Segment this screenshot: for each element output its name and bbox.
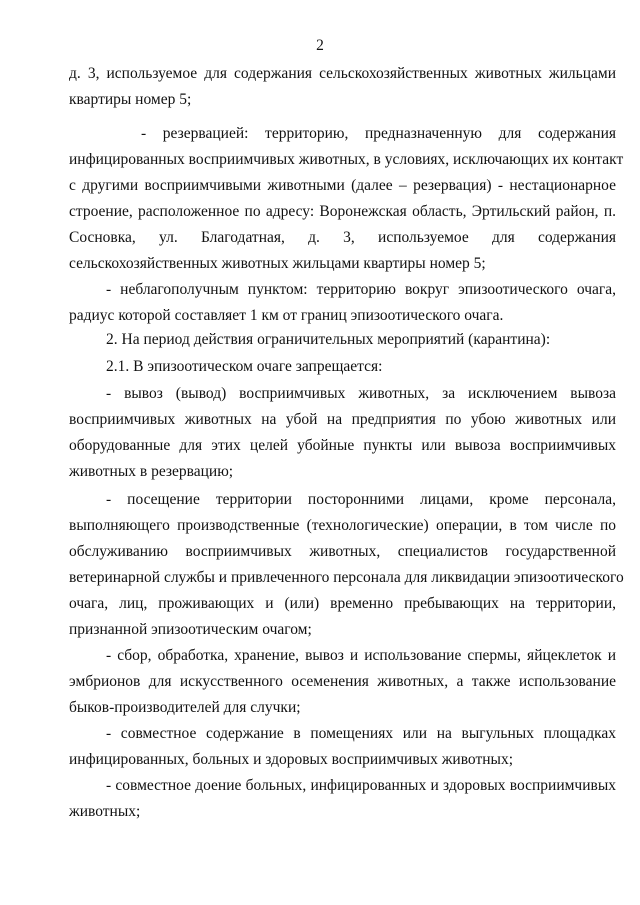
- text-line: - неблагополучным пунктом: территорию вокруг эпизоотического очага,: [106, 281, 616, 298]
- page-number: 2: [316, 37, 324, 54]
- text-line: радиус которой составляет 1 км от границ эпизоотического очага.: [69, 307, 504, 324]
- text-line: - совместное содержание в помещениях или на выгульных площадках: [106, 725, 616, 742]
- text-line: - вывоз (вывод) восприимчивых животных, за исключением вывоза: [106, 385, 616, 402]
- text-line: инфицированных восприимчивых животных, в условиях, исключающих их контакт: [69, 151, 624, 168]
- text-line: квартиры номер 5;: [69, 91, 192, 108]
- text-line: животных;: [69, 803, 141, 820]
- text-line: признанной эпизоотическим очагом;: [69, 621, 312, 638]
- text-line: строение, расположенное по адресу: Воронежская область, Эртильский район, п.: [69, 203, 616, 220]
- text-line: с другими восприимчивыми животными (далее – резервация) - нестационарное: [69, 177, 616, 194]
- text-line: ветеринарной службы и привлеченного персонала для ликвидации эпизоотического: [69, 569, 624, 586]
- text-line: - посещение территории посторонними лицами, кроме персонала,: [106, 491, 616, 508]
- text-line: эмбрионов для искусственного осеменения животных, а также использование: [69, 673, 616, 690]
- text-line: инфицированных, больных и здоровых восприимчивых животных;: [69, 751, 514, 768]
- text-line: очага, лиц, проживающих и (или) временно пребывающих на территории,: [69, 595, 616, 612]
- text-line: оборудованные для этих целей убойные пункты или вывоза восприимчивых: [69, 437, 616, 454]
- text-line: выполняющего производственные (технологические) операции, в том числе по: [69, 517, 616, 534]
- text-line: обслуживанию восприимчивых животных, специалистов государственной: [69, 543, 616, 560]
- text-line: быков-производителей для случки;: [69, 699, 301, 716]
- subsection-heading: 2.1. В эпизоотическом очаге запрещается:: [106, 358, 383, 375]
- text-line: Сосновка, ул. Благодатная, д. 3, используемое для содержания: [69, 229, 616, 246]
- text-line: - резервацией: территорию, предназначенную для содержания: [141, 125, 616, 142]
- text-line: животных в резервацию;: [69, 463, 234, 480]
- text-line: - сбор, обработка, хранение, вывоз и использование спермы, яйцеклеток и: [106, 647, 616, 664]
- text-line: д. 3, используемое для содержания сельскохозяйственных животных жильцами: [69, 65, 616, 82]
- text-line: восприимчивых животных на убой на предприятия по убою животных или: [69, 411, 616, 428]
- text-line: - совместное доение больных, инфицированных и здоровых восприимчивых: [106, 777, 616, 794]
- text-line: сельскохозяйственных животных жильцами квартиры номер 5;: [69, 255, 486, 272]
- section-heading: 2. На период действия ограничительных мероприятий (карантина):: [106, 331, 551, 348]
